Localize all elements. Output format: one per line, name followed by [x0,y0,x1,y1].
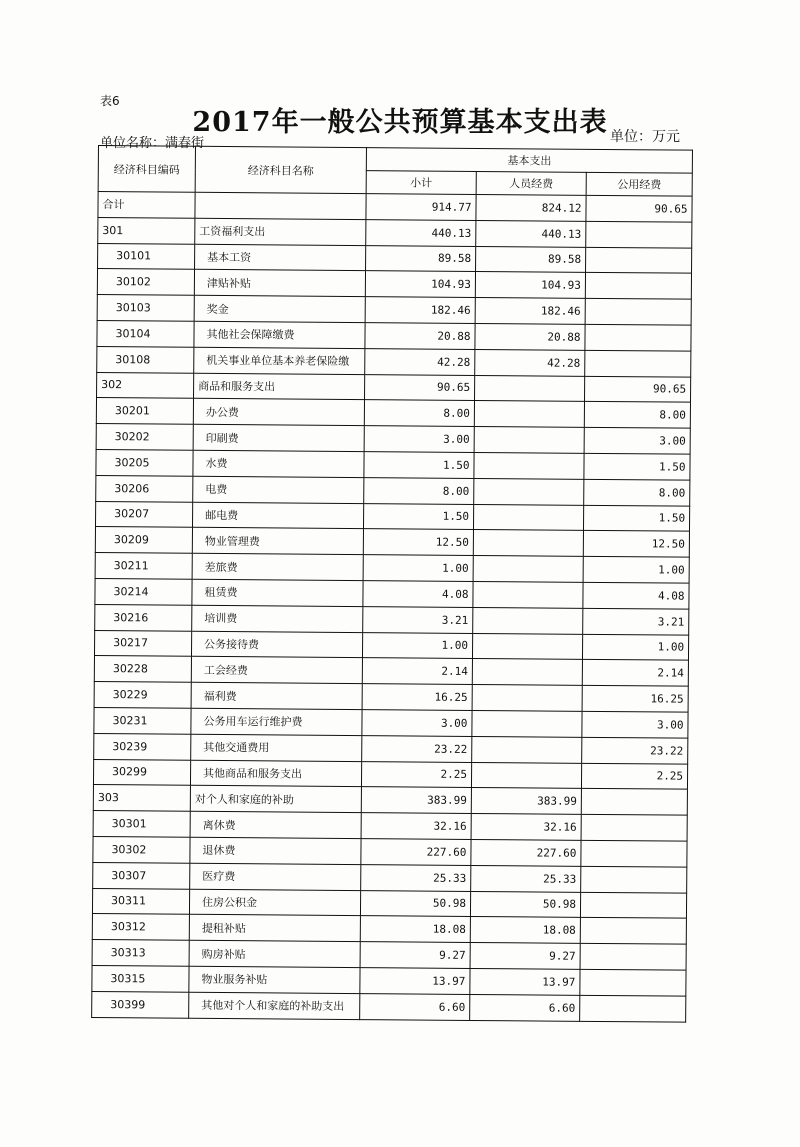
row-personnel: 42.28 [475,349,585,376]
row-public: 3.00 [582,711,688,738]
row-subtotal: 383.99 [361,787,471,814]
row-subtotal: 25.33 [361,864,471,891]
row-name: 其他交通费用 [191,734,362,761]
row-code: 30108 [97,346,194,373]
row-code: 303 [93,785,190,812]
row-personnel: 32.16 [471,814,581,841]
row-code: 30206 [96,475,193,502]
row-public: 2.14 [582,660,688,687]
row-personnel [473,581,583,608]
row-name: 购房补贴 [189,940,360,967]
row-name: 其他商品和服务支出 [190,760,361,787]
row-subtotal: 90.65 [365,374,475,401]
row-public: 2.25 [581,763,687,790]
col-header-code: 经济科目编码 [98,146,195,193]
row-personnel: 824.12 [476,194,586,221]
row-subtotal: 182.46 [365,297,475,324]
row-name: 商品和服务支出 [194,373,365,400]
row-code: 30101 [98,243,195,270]
row-subtotal: 8.00 [364,400,474,427]
row-name: 物业管理费 [192,528,363,555]
row-code: 30103 [97,295,194,322]
row-subtotal: 4.08 [363,581,473,608]
row-name: 公务用车运行维护费 [191,708,362,735]
row-personnel [472,659,582,686]
row-subtotal: 9.27 [360,942,470,969]
row-name: 机关事业单位基本养老保险缴 [194,347,365,374]
row-name: 办公费 [193,399,364,426]
row-public: 8.00 [584,402,690,429]
col-header-basic: 基本支出 [366,148,692,174]
row-name [195,192,366,219]
row-subtotal: 2.25 [361,761,471,788]
row-code: 30399 [92,991,189,1018]
row-public: 3.21 [583,608,689,635]
row-code: 30312 [92,914,189,941]
row-personnel [474,401,584,428]
row-code: 30202 [96,424,193,451]
row-subtotal: 32.16 [361,813,471,840]
row-name: 奖金 [194,295,365,322]
row-code: 30301 [93,811,190,838]
row-subtotal: 1.00 [362,632,472,659]
row-code: 30201 [96,398,193,425]
row-subtotal: 16.25 [362,684,472,711]
row-personnel [471,762,581,789]
row-subtotal: 914.77 [366,194,476,221]
row-public [586,221,692,248]
row-name: 邮电费 [192,502,363,529]
row-name: 住房公积金 [189,889,360,916]
row-name: 工会经费 [191,657,362,684]
row-name: 公务接待费 [191,631,362,658]
row-name: 离休费 [190,811,361,838]
row-personnel: 227.60 [471,839,581,866]
row-personnel [475,375,585,402]
budget-table [91,145,693,1022]
row-public [585,324,691,351]
row-public: 16.25 [582,685,688,712]
row-public: 8.00 [584,479,690,506]
row-name: 差旅费 [192,553,363,580]
row-personnel [473,530,583,557]
row-public [581,789,687,816]
row-personnel: 89.58 [476,246,586,273]
row-name: 医疗费 [190,863,361,890]
row-subtotal: 6.60 [360,993,470,1020]
row-subtotal: 440.13 [366,219,476,246]
row-public: 1.00 [582,634,688,661]
row-code: 30102 [97,269,194,296]
row-personnel: 25.33 [471,865,581,892]
row-name: 物业服务补贴 [189,966,360,993]
row-code: 30315 [92,965,189,992]
col-header-name: 经济科目名称 [195,146,366,193]
row-public [581,840,687,867]
row-code: 30216 [95,604,192,631]
row-subtotal: 18.08 [360,916,470,943]
row-public: 1.00 [583,556,689,583]
row-subtotal: 104.93 [365,271,475,298]
row-public: 1.50 [584,453,690,480]
row-name: 水费 [193,450,364,477]
col-header-personnel: 人员经费 [476,171,586,195]
row-name: 退休费 [190,837,361,864]
row-subtotal: 50.98 [360,890,470,917]
row-public [580,943,686,970]
row-personnel [472,685,582,712]
page-title: 2017年一般公共预算基本支出表 [192,107,608,138]
row-public: 4.08 [583,582,689,609]
row-name: 福利费 [191,682,362,709]
unit-label: 单位：万元 [610,129,680,145]
row-code: 30207 [96,501,193,528]
row-code: 30299 [93,759,190,786]
row-personnel: 440.13 [476,220,586,247]
row-public [586,247,692,274]
row-subtotal: 12.50 [363,529,473,556]
row-personnel [474,478,584,505]
row-code: 30229 [94,682,191,709]
row-name: 基本工资 [195,244,366,271]
row-subtotal: 3.00 [362,710,472,737]
row-personnel [473,607,583,634]
row-personnel: 50.98 [470,891,580,918]
row-personnel: 13.97 [470,968,580,995]
row-public [580,969,686,996]
row-public [581,866,687,893]
row-personnel: 383.99 [471,788,581,815]
row-code: 30209 [95,527,192,554]
row-code: 30313 [92,940,189,967]
row-personnel: 104.93 [475,272,585,299]
row-name: 培训费 [192,605,363,632]
row-subtotal: 3.21 [363,606,473,633]
row-personnel [474,427,584,454]
row-code: 合计 [98,192,195,219]
row-code: 30311 [92,888,189,915]
row-name: 对个人和家庭的补助 [190,786,361,813]
row-code: 30228 [94,656,191,683]
row-personnel [472,736,582,763]
row-subtotal: 89.58 [366,245,476,272]
col-header-subtotal: 小计 [366,171,476,195]
row-subtotal: 23.22 [362,735,472,762]
row-public: 1.50 [583,505,689,532]
row-subtotal: 20.88 [365,323,475,350]
row-name: 电费 [193,476,364,503]
row-subtotal: 3.00 [364,426,474,453]
row-public: 3.00 [584,427,690,454]
header-row [98,146,692,174]
row-subtotal: 42.28 [365,348,475,375]
row-public [580,995,686,1022]
row-name: 印刷费 [193,424,364,451]
row-code: 30214 [95,578,192,605]
row-name: 租赁费 [192,579,363,606]
row-public [585,273,691,300]
row-code: 30231 [94,707,191,734]
row-personnel [472,633,582,660]
row-personnel: 9.27 [470,943,580,970]
unit-name: 单位名称：满春街 [100,136,205,151]
row-personnel [472,710,582,737]
row-subtotal: 1.50 [364,452,474,479]
row-public: 12.50 [583,531,689,558]
row-subtotal: 8.00 [364,477,474,504]
row-public: 90.65 [584,376,690,403]
row-name: 工资福利支出 [195,218,366,245]
row-subtotal: 1.00 [363,555,473,582]
row-code: 30239 [94,733,191,760]
row-public [581,814,687,841]
row-code: 30307 [93,862,190,889]
row-name: 津贴补贴 [194,270,365,297]
row-code: 301 [98,217,195,244]
row-personnel: 6.60 [470,994,580,1021]
row-subtotal: 227.60 [361,839,471,866]
row-public [585,350,691,377]
row-personnel [474,452,584,479]
col-header-public: 公用经费 [586,172,692,196]
table-body [92,192,692,1022]
row-code: 30104 [97,320,194,347]
row-personnel [473,556,583,583]
row-subtotal: 2.14 [362,658,472,685]
row-public: 23.22 [582,737,688,764]
row-public: 90.65 [586,195,692,222]
row-code: 30205 [96,449,193,476]
row-public [580,892,686,919]
row-name: 提租补贴 [189,915,360,942]
row-subtotal: 13.97 [360,967,470,994]
row-personnel: 182.46 [475,298,585,325]
row-public [580,918,686,945]
row-code: 302 [97,372,194,399]
row-code: 30217 [94,630,191,657]
row-personnel [473,504,583,531]
row-personnel: 18.08 [470,917,580,944]
row-name: 其他社会保障缴费 [194,321,365,348]
row-code: 30302 [93,836,190,863]
table-row [92,991,686,1021]
row-code: 30211 [95,553,192,580]
row-name: 其他对个人和家庭的补助支出 [189,992,360,1019]
row-personnel: 20.88 [475,323,585,350]
row-subtotal: 1.50 [363,503,473,530]
table-number: 表6 [100,94,120,108]
row-public [585,299,691,326]
